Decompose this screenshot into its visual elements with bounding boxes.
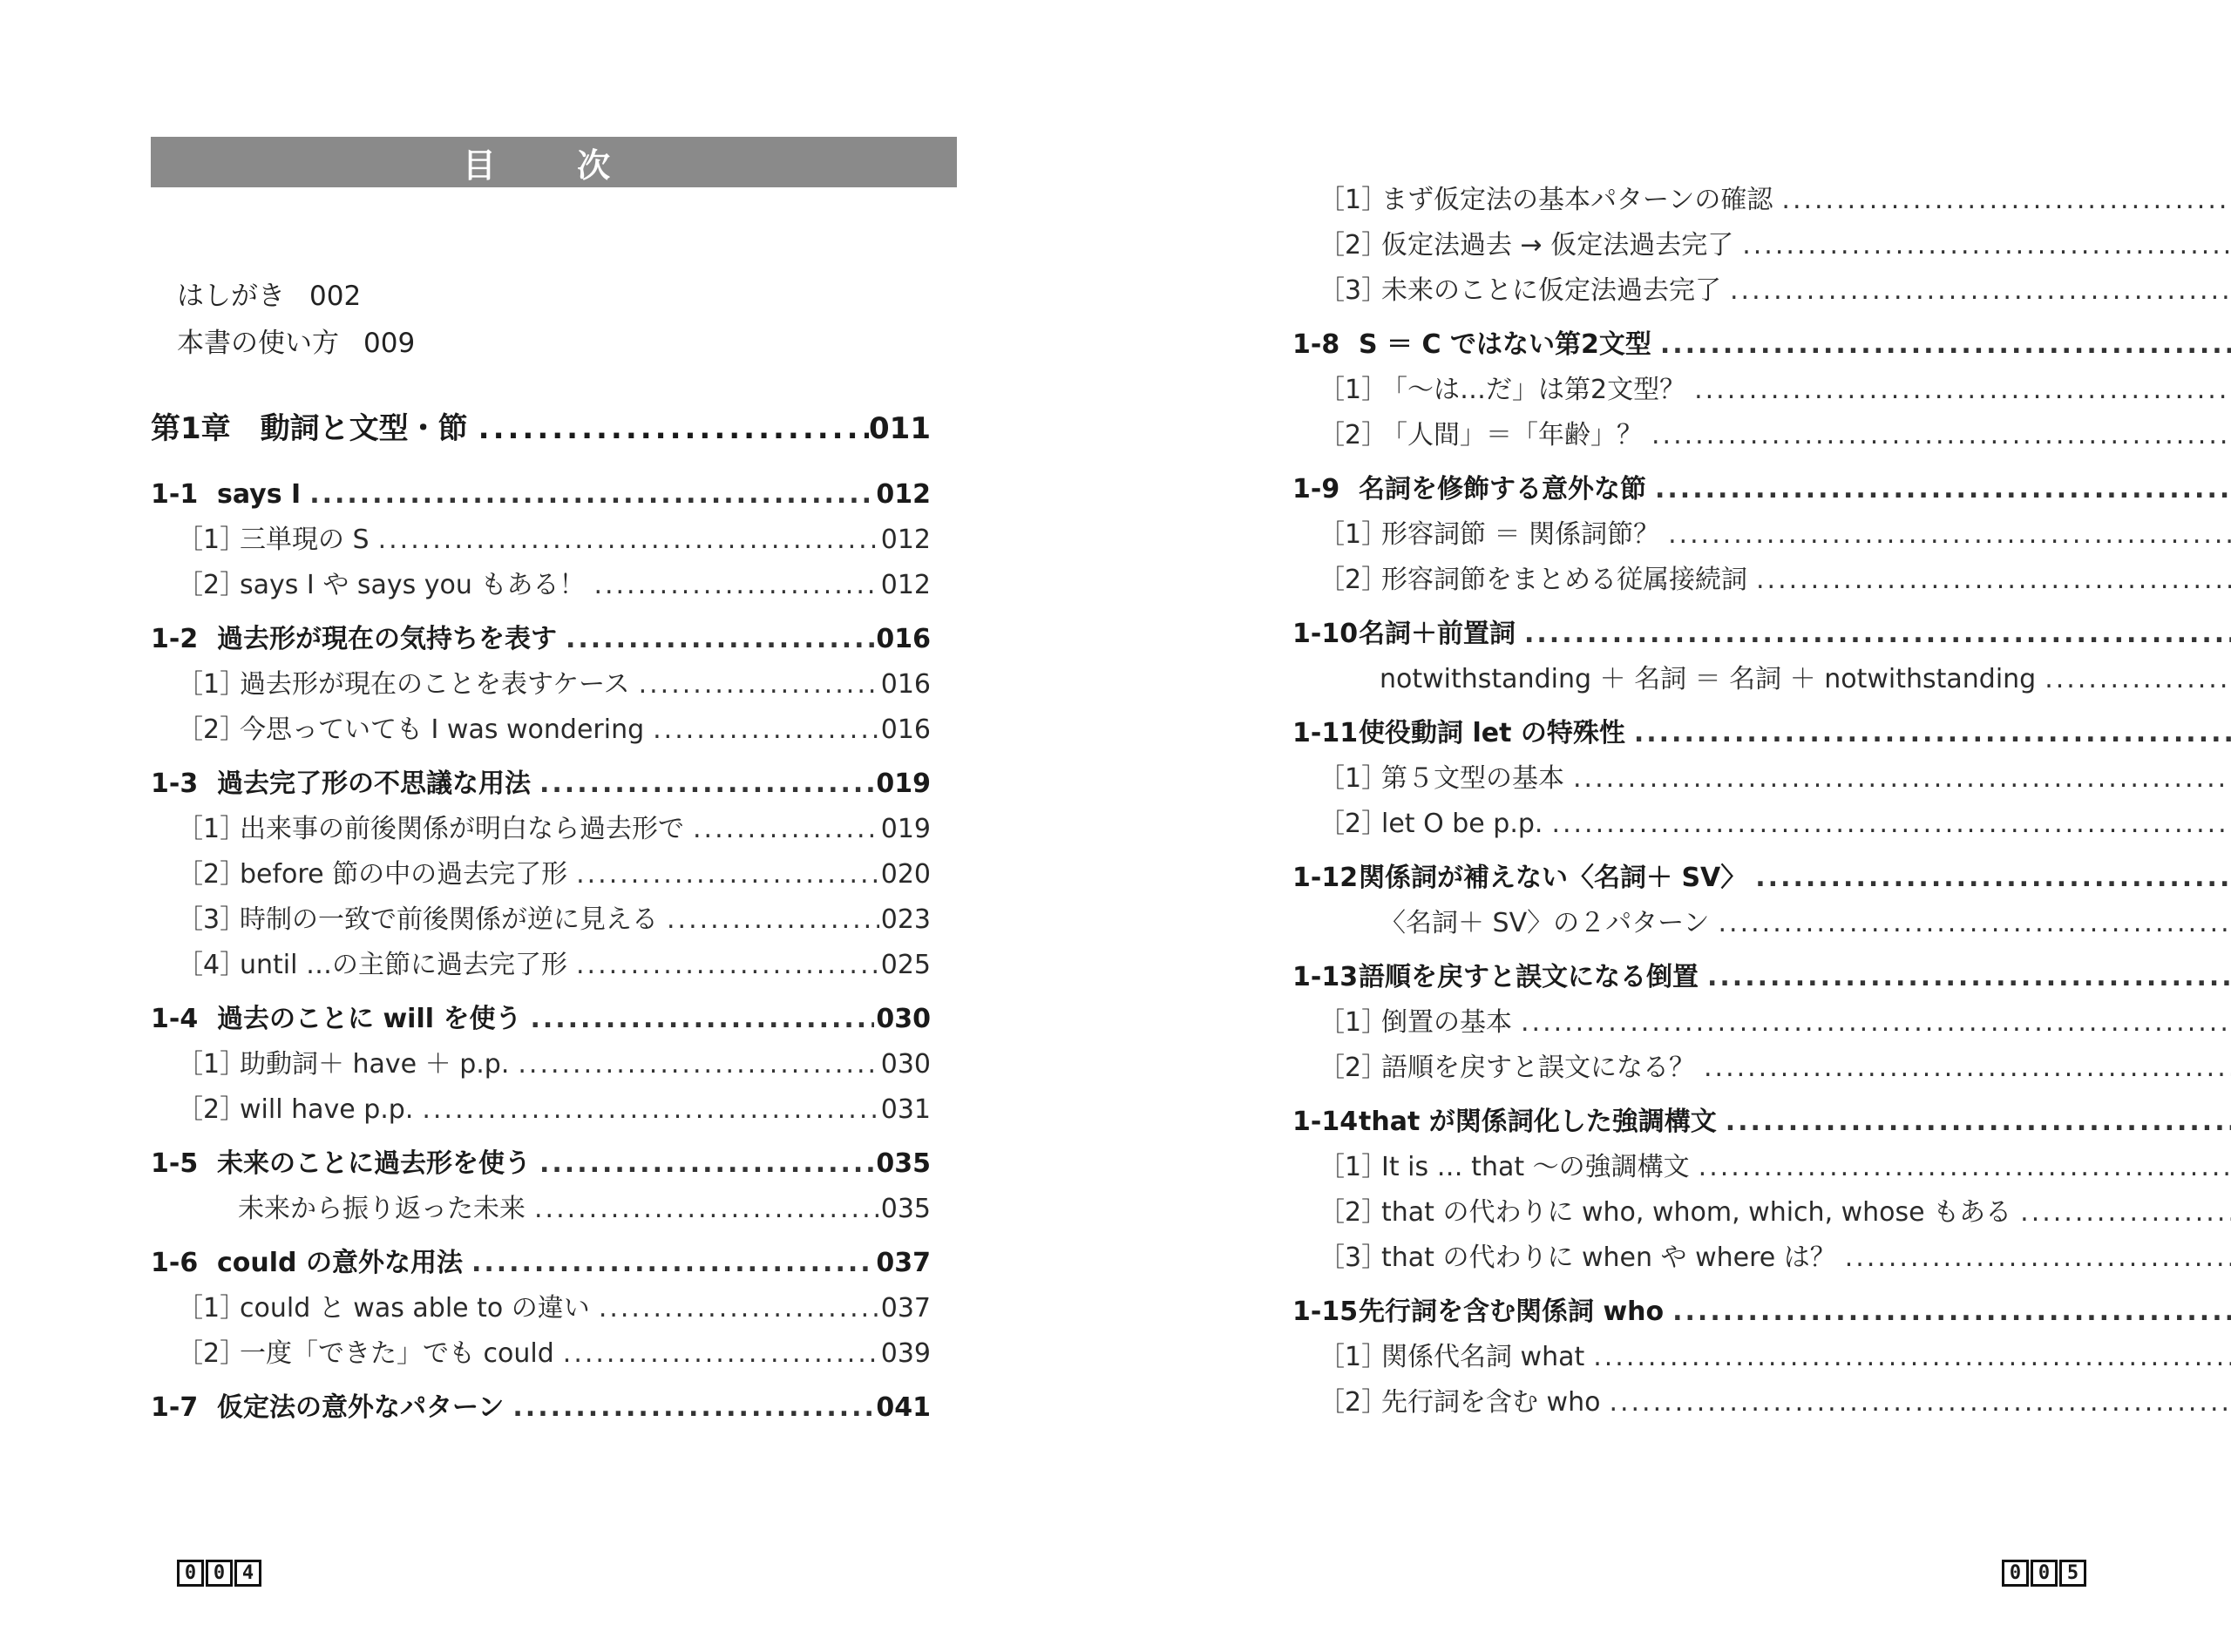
entry-title: 「～は…だ」は第2文型？ (1381, 375, 1686, 405)
section-number: 1-4 (151, 1004, 199, 1034)
toc-list-left (151, 464, 931, 1431)
toc-subsection-entry (151, 1286, 931, 1331)
entry-title: 過去形が現在の気持ちを表す (217, 624, 557, 654)
leader-dots (1521, 1000, 2231, 1046)
leader-dots (530, 997, 874, 1042)
entry-title: 時制の一致で前後関係が逆に見える (240, 904, 658, 935)
toc-section-entry (1292, 711, 2231, 756)
subsection-bracket: ［1］ (1319, 1342, 1388, 1372)
leader-dots (1655, 467, 2231, 512)
section-number: 1-11 (1292, 718, 1359, 748)
entry-title: 未来から振り返った未来 (238, 1194, 526, 1224)
usage-line (177, 321, 415, 360)
section-number: 1-10 (1292, 619, 1359, 649)
toc-section-entry (1292, 955, 2231, 1000)
entry-title: 使役動詞 let の特殊性 (1359, 718, 1625, 748)
right-page (1116, 0, 2231, 1652)
toc-section-entry (1292, 322, 2231, 368)
leader-dots (1756, 558, 2231, 603)
leader-dots (1781, 178, 2231, 223)
entry-title: says I や says you もある！ (240, 570, 586, 600)
toc-subsection-entry (151, 1187, 931, 1232)
toc-subsection-entry (1292, 1335, 2231, 1380)
entry-page: 039 (880, 1338, 931, 1369)
leader-dots (693, 807, 879, 852)
subsection-bracket: ［2］ (1319, 230, 1388, 261)
leader-dots (539, 762, 874, 807)
toc-subsection-entry (1292, 901, 2231, 946)
toc-section-entry (1292, 467, 2231, 512)
leader-dots (1551, 802, 2231, 847)
leader-dots (2020, 1190, 2231, 1236)
toc-subsection-entry (151, 563, 931, 608)
subsection-bracket: ［1］ (1319, 375, 1388, 405)
entry-page: 030 (876, 1004, 931, 1034)
toc-section-entry (151, 1385, 931, 1431)
subsection-bracket: ［1］ (1319, 1152, 1388, 1182)
toc-subsection-entry (1292, 512, 2231, 558)
leader-dots (1524, 612, 2231, 657)
section-number: 1-6 (151, 1248, 199, 1278)
leader-dots (1704, 1046, 2231, 1091)
section-number: 1-13 (1292, 962, 1359, 992)
toc-section-entry (1292, 612, 2231, 657)
entry-page: 019 (876, 768, 931, 799)
section-number: 1-3 (151, 768, 199, 799)
leader-dots (1699, 1145, 2231, 1190)
leader-dots (309, 472, 874, 518)
leader-dots (639, 662, 879, 708)
subsection-bracket: ［2］ (1319, 809, 1388, 839)
entry-title: let O be p.p. (1381, 809, 1543, 839)
entry-title: will have p.p. (240, 1094, 414, 1125)
entry-title: 「人間」＝「年齢」？ (1381, 420, 1643, 450)
entry-title: 第５文型の基本 (1381, 763, 1564, 794)
section-number: 1-2 (151, 624, 199, 654)
toc-subsection-entry (1292, 1000, 2231, 1046)
toc-list-right (1292, 178, 2231, 1425)
leader-dots (471, 1241, 874, 1286)
toc-subsection-entry (151, 1331, 931, 1377)
subsection-bracket: ［2］ (1319, 1053, 1388, 1083)
section-number: 1-14 (1292, 1107, 1359, 1137)
entry-page: 012 (876, 479, 931, 510)
page-number-left: 0 0 4 (177, 1560, 261, 1587)
leader-dots (1845, 1236, 2231, 1281)
leader-dots (667, 897, 879, 943)
leader-dots (1755, 856, 2231, 901)
toc-section-entry (151, 762, 931, 807)
toc-subsection-entry (1292, 1236, 2231, 1281)
toc-title-bar (151, 137, 957, 187)
toc-subsection-entry (1292, 1380, 2231, 1425)
subsection-bracket: ［1］ (177, 814, 247, 844)
leader-dots (539, 1141, 874, 1187)
section-number: 1-15 (1292, 1297, 1359, 1327)
toc-section-entry (151, 472, 931, 518)
entry-title: 仮定法の意外なパターン (217, 1392, 505, 1423)
toc-subsection-entry (151, 807, 931, 852)
entry-title: まず仮定法の基本パターンの確認 (1381, 185, 1773, 215)
section-number: 1-7 (151, 1392, 199, 1423)
leader-dots (1707, 955, 2231, 1000)
entry-page: 030 (880, 1049, 931, 1080)
entry-title: 関係詞が補えない〈名詞＋ SV〉 (1359, 863, 1747, 893)
leader-dots (1609, 1380, 2231, 1425)
subsection-bracket: ［1］ (1319, 519, 1388, 550)
entry-title: It is … that ～の強調構文 (1381, 1152, 1690, 1182)
leader-dots (422, 1087, 878, 1133)
toc-section-entry (151, 997, 931, 1042)
toc-subsection-entry (1292, 657, 2231, 702)
leader-dots (1719, 901, 2231, 946)
subsection-bracket: ［1］ (1319, 185, 1388, 215)
toc-section-entry (1292, 856, 2231, 901)
entry-title: 先行詞を含む who (1381, 1387, 1601, 1418)
toc-subsection-entry (151, 518, 931, 563)
leader-dots (518, 1042, 878, 1087)
leader-dots (1634, 711, 2231, 756)
toc-subsection-entry (1292, 802, 2231, 847)
entry-title: 過去形が現在のことを表すケース (240, 669, 630, 700)
usage-page: 009 (363, 328, 416, 359)
leader-dots (1660, 322, 2231, 368)
toc-subsection-entry (1292, 558, 2231, 603)
subsection-bracket: ［2］ (177, 714, 247, 745)
subsection-bracket: ［4］ (177, 950, 247, 980)
subsection-bracket: ［3］ (1319, 275, 1388, 306)
toc-subsection-entry (1292, 178, 2231, 223)
leader-dots (2045, 657, 2231, 702)
section-number: 1-9 (1292, 474, 1340, 504)
entry-page: 037 (880, 1293, 931, 1324)
entry-title: 先行詞を含む関係詞 who (1359, 1297, 1665, 1327)
leader-dots (1694, 368, 2231, 413)
section-number: 1-12 (1292, 863, 1359, 893)
toc-subsection-entry (151, 943, 931, 988)
toc-subsection-entry (1292, 368, 2231, 413)
toc-subsection-entry (151, 1087, 931, 1133)
leader-dots (576, 943, 879, 988)
entry-title: 形容詞節 ＝ 関係詞節？ (1381, 519, 1660, 550)
entry-title: 語順を戻すと誤文になる？ (1381, 1053, 1695, 1083)
entry-page: 025 (880, 950, 931, 980)
subsection-bracket: ［2］ (1319, 1197, 1388, 1228)
entry-page: 012 (880, 570, 931, 600)
entry-title: 名詞を修飾する意外な節 (1359, 474, 1646, 504)
toc-subsection-entry (1292, 1046, 2231, 1091)
leader-dots (1668, 512, 2231, 558)
toc-subsection-entry (1292, 1190, 2231, 1236)
leader-dots (1742, 223, 2231, 268)
leader-dots (478, 411, 869, 446)
entry-title: 語順を戻すと誤文になる倒置 (1359, 962, 1699, 992)
leader-dots (1651, 413, 2231, 458)
entry-title: notwithstanding ＋ 名詞 ＝ 名詞 ＋ notwithstanding (1380, 664, 2037, 694)
toc-title: 目 次 (462, 146, 646, 185)
entry-title: 今思っていても I was wondering (240, 714, 645, 745)
entry-page: 035 (876, 1148, 931, 1179)
entry-title: 出来事の前後関係が明白なら過去形で (240, 814, 684, 844)
subsection-bracket: ［1］ (177, 669, 247, 700)
entry-page: 016 (880, 669, 931, 700)
entry-title: says I (217, 479, 302, 510)
chapter-label: 第1章 動詞と文型・節 (151, 411, 468, 446)
leader-dots (576, 852, 879, 897)
entry-title: before 節の中の過去完了形 (240, 859, 568, 890)
entry-title: could の意外な用法 (217, 1248, 463, 1278)
entry-title: S ＝ C ではない第2文型 (1359, 329, 1651, 360)
leader-dots (599, 1286, 879, 1331)
subsection-bracket: ［2］ (1319, 1387, 1388, 1418)
entry-page: 016 (876, 624, 931, 654)
toc-section-entry (1292, 1100, 2231, 1145)
leader-dots (534, 1187, 879, 1232)
entry-title: 仮定法過去 → 仮定法過去完了 (1381, 230, 1734, 261)
entry-title: could と was able to の違い (240, 1293, 590, 1324)
entry-page: 041 (876, 1392, 931, 1423)
entry-title: 過去完了形の不思議な用法 (217, 768, 531, 799)
toc-section-entry (151, 1141, 931, 1187)
chapter-page: 011 (869, 411, 931, 446)
toc-subsection-entry (151, 852, 931, 897)
subsection-bracket: ［1］ (177, 1293, 247, 1324)
page-number-right: 0 0 5 (2002, 1560, 2086, 1587)
entry-title: 形容詞節をまとめる従属接続詞 (1381, 565, 1747, 595)
subsection-bracket: ［2］ (177, 570, 247, 600)
entry-page: 031 (880, 1094, 931, 1125)
preface-page: 002 (309, 281, 362, 312)
toc-subsection-entry (1292, 223, 2231, 268)
section-number: 1-1 (151, 479, 199, 510)
leader-dots (1573, 756, 2231, 802)
leader-dots (1672, 1290, 2231, 1335)
leader-dots (653, 708, 879, 753)
leader-dots (563, 1331, 879, 1377)
leader-dots (1726, 1100, 2231, 1145)
entry-title: that の代わりに when や where は？ (1381, 1242, 1836, 1273)
subsection-bracket: ［1］ (1319, 763, 1388, 794)
toc-subsection-entry (151, 897, 931, 943)
section-number: 1-8 (1292, 329, 1340, 360)
subsection-bracket: ［3］ (1319, 1242, 1388, 1273)
toc-subsection-entry (1292, 756, 2231, 802)
subsection-bracket: ［2］ (1319, 420, 1388, 450)
preface-line (177, 274, 361, 313)
leader-dots (593, 563, 878, 608)
entry-title: 〈名詞＋ SV〉の２パターン (1380, 908, 1710, 938)
toc-subsection-entry (1292, 1145, 2231, 1190)
subsection-bracket: ［2］ (177, 1094, 247, 1125)
usage-label: 本書の使い方 (177, 328, 339, 359)
leader-dots (512, 1385, 874, 1431)
entry-page: 037 (876, 1248, 931, 1278)
entry-title: 一度「できた」でも could (240, 1338, 554, 1369)
toc-section-entry (151, 617, 931, 662)
subsection-bracket: ［1］ (1319, 1007, 1388, 1038)
entry-title: 助動詞＋ have ＋ p.p. (240, 1049, 510, 1080)
entry-title: 関係代名詞 what (1381, 1342, 1585, 1372)
subsection-bracket: ［3］ (177, 904, 247, 935)
toc-subsection-entry (1292, 413, 2231, 458)
entry-page: 023 (880, 904, 931, 935)
leader-dots (378, 518, 879, 563)
entry-title: 名詞＋前置詞 (1359, 619, 1516, 649)
entry-title: 未来のことに仮定法過去完了 (1381, 275, 1721, 306)
toc-section-entry (151, 1241, 931, 1286)
subsection-bracket: ［2］ (177, 859, 247, 890)
leader-dots (566, 617, 874, 662)
entry-title: 過去のことに will を使う (217, 1004, 522, 1034)
entry-title: that が関係詞化した強調構文 (1359, 1107, 1717, 1137)
subsection-bracket: ［1］ (177, 1049, 247, 1080)
toc-subsection-entry (151, 662, 931, 708)
entry-page: 019 (880, 814, 931, 844)
entry-title: that の代わりに who, whom, which, whose もある (1381, 1197, 2012, 1228)
subsection-bracket: ［2］ (177, 1338, 247, 1369)
subsection-bracket: ［2］ (1319, 565, 1388, 595)
leader-dots (1593, 1335, 2231, 1380)
subsection-bracket: ［1］ (177, 525, 247, 555)
toc-subsection-entry (1292, 268, 2231, 314)
entry-title: 未来のことに過去形を使う (217, 1148, 531, 1179)
preface-label: はしがき (177, 281, 285, 312)
entry-page: 016 (880, 714, 931, 745)
entry-title: 三単現の S (240, 525, 370, 555)
toc-section-entry (1292, 1290, 2231, 1335)
entry-page: 012 (880, 525, 931, 555)
chapter-heading (151, 404, 931, 446)
entry-page: 020 (880, 859, 931, 890)
section-number: 1-5 (151, 1148, 199, 1179)
entry-title: until …の主節に過去完了形 (240, 950, 567, 980)
leader-dots (1730, 268, 2231, 314)
entry-title: 倒置の基本 (1381, 1007, 1512, 1038)
toc-subsection-entry (151, 708, 931, 753)
toc-subsection-entry (151, 1042, 931, 1087)
entry-page: 035 (880, 1194, 931, 1224)
